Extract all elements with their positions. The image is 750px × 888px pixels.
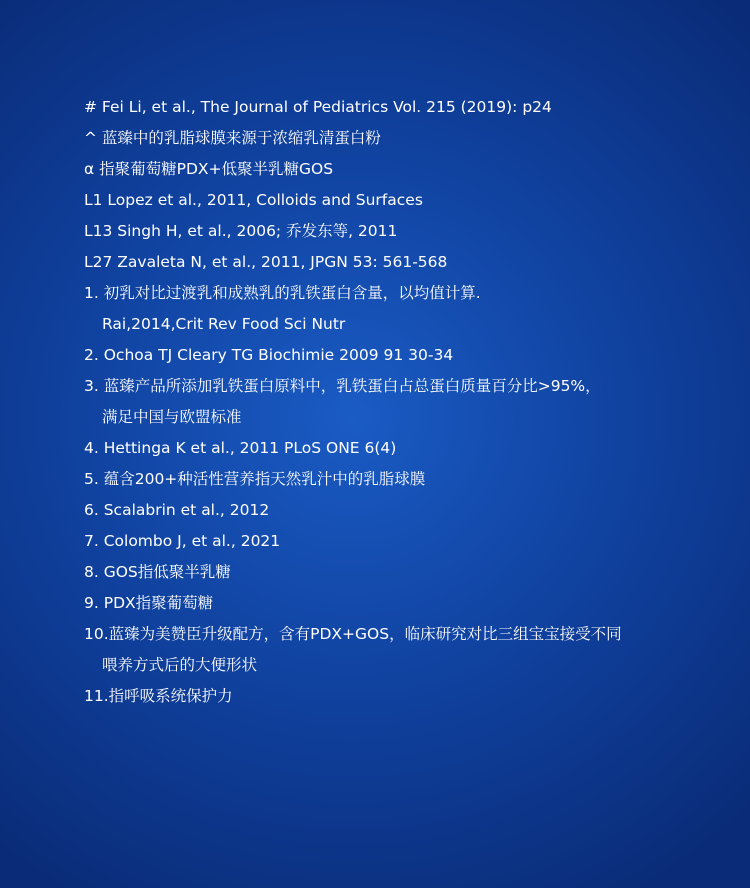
reference-line: ^ 蓝臻中的乳脂球膜来源于浓缩乳清蛋白粉 [84,129,381,147]
reference-item [84,588,724,619]
reference-item [84,557,724,588]
reference-line: 2. Ochoa TJ Cleary TG Biochimie 2009 91 30-34 [84,346,454,364]
reference-continuation-line: 满足中国与欧盟标准 [102,408,242,426]
reference-item [84,123,724,154]
reference-item [84,433,724,464]
reference-item [84,619,724,681]
reference-line: 10.蓝臻为美赞臣升级配方，含有PDX+GOS，临床研究对比三组宝宝接受不同 [84,625,622,643]
reference-item [84,185,724,216]
reference-line: L1 Lopez et al., 2011, Colloids and Surfaces [84,191,423,209]
reference-item [84,278,724,340]
reference-item [84,526,724,557]
reference-line: 11.指呼吸系统保护力 [84,687,233,705]
reference-line: 6. Scalabrin et al., 2012 [84,501,270,519]
reference-line: 4. Hettinga K et al., 2011 PLoS ONE 6(4) [84,439,397,457]
reference-item [84,340,724,371]
reference-line: 1. 初乳对比过渡乳和成熟乳的乳铁蛋白含量，以均值计算. [84,284,481,302]
reference-line: 8. GOS指低聚半乳糖 [84,563,231,581]
reference-line: 7. Colombo J, et al., 2021 [84,532,281,550]
reference-item [84,92,724,123]
reference-line: L27 Zavaleta N, et al., 2011, JPGN 53: 561-568 [84,253,448,271]
reference-list [84,92,724,712]
reference-line: L13 Singh H, et al., 2006; 乔发东等, 2011 [84,222,398,240]
reference-item [84,247,724,278]
reference-item [84,495,724,526]
reference-line: α 指聚葡萄糖PDX+低聚半乳糖GOS [84,160,334,178]
reference-line: 9. PDX指聚葡萄糖 [84,594,214,612]
reference-line: # Fei Li, et al., The Journal of Pediatrics Vol. 215 (2019): p24 [84,98,552,116]
reference-item [84,681,724,712]
reference-item [84,371,724,433]
reference-item [84,154,724,185]
reference-line: 3. 蓝臻产品所添加乳铁蛋白原料中，乳铁蛋白占总蛋白质量百分比>95%， [84,377,601,395]
reference-item [84,216,724,247]
reference-line: 5. 蕴含200+种活性营养指天然乳汁中的乳脂球膜 [84,470,426,488]
reference-continuation-line: Rai,2014,Crit Rev Food Sci Nutr [102,315,346,333]
reference-continuation-line: 喂养方式后的大便形状 [102,656,258,674]
reference-item [84,464,724,495]
